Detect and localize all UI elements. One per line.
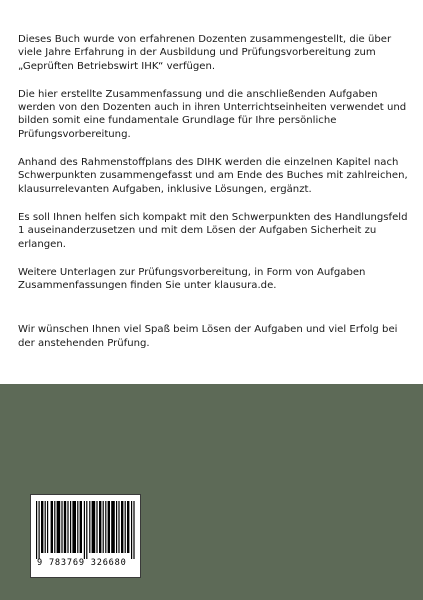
back-cover-color-panel bbox=[0, 384, 423, 600]
blurb-paragraph-3: Anhand des Rahmenstoffplans des DIHK werden die einzelnen Kapitel nach Schwerpunkten zusammengefasst und am Ende des Buches mit zahlreichen, klausurrelevanten Aufgaben, inklusive Lösungen, ergänzt. bbox=[18, 157, 408, 195]
barcode bbox=[30, 494, 141, 578]
blurb bbox=[18, 33, 410, 365]
blurb-paragraph-2: Die hier erstellte Zusammenfassung und die anschließenden Aufgaben werden von den Dozenten auch in ihren Unterrichtseinheiten verwendet und bilden somit eine fundamentale Grundlage für Ihre persönliche Prüfungsvorbereitung. bbox=[18, 88, 407, 140]
blurb-paragraph-6: Wir wünschen Ihnen viel Spaß beim Lösen der Aufgaben und viel Erfolg bei der anstehenden Prüfung. bbox=[18, 324, 398, 349]
blurb-paragraph-5: Weitere Unterlagen zur Prüfungsvorbereitung, in Form von Aufgaben Zusammenfassungen finden Sie unter klausura.de. bbox=[18, 266, 366, 292]
blurb-paragraph-1: Dieses Buch wurde von erfahrenen Dozenten zusammengestellt, die über viele Jahre Erfahrung in der Ausbildung und Prüfungsvorbereitung zum „Geprüften Betriebswirt IHK“ verfügen. bbox=[18, 34, 392, 72]
isbn-number: 9 783769 326680 bbox=[37, 558, 127, 568]
barcode-icon bbox=[34, 501, 138, 559]
blurb-paragraph-4: Es soll Ihnen helfen sich kompakt mit den Schwerpunkten des Handlungsfeld 1 auseinanderzusetzen und mit dem Lösen der Aufgaben Sicherheit zu erlangen. bbox=[18, 211, 408, 250]
